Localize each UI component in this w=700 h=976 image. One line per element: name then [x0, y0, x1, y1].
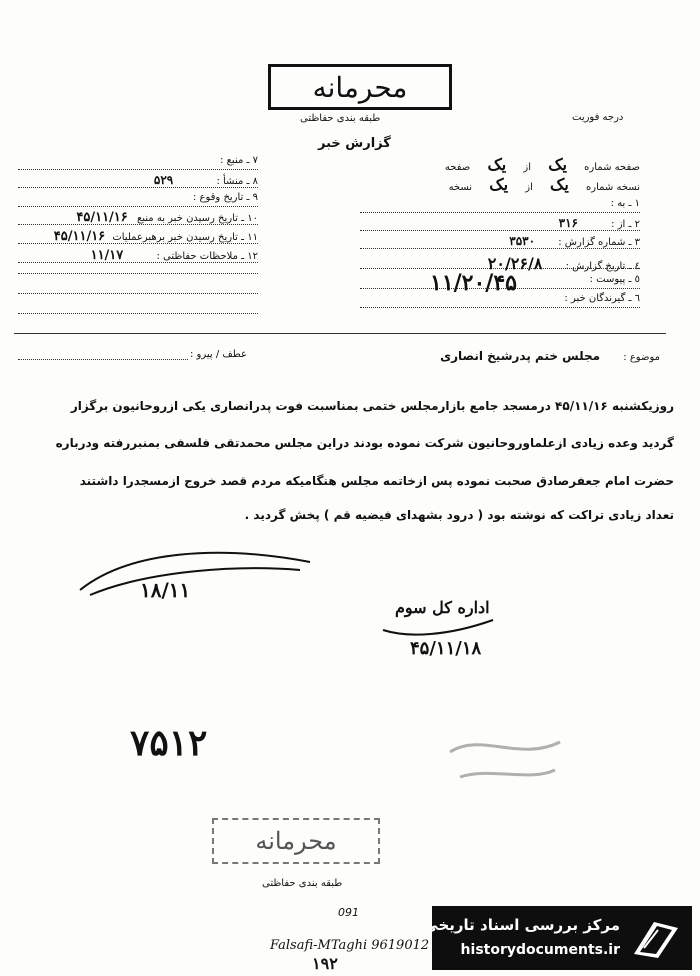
origin-row [18, 173, 258, 188]
field-label: ۱۱ ـ تاریخ رسیدن خبر برهبرعملیات [112, 232, 258, 243]
book-icon [630, 914, 682, 962]
to-row [360, 198, 640, 213]
note2-scribble [378, 610, 498, 640]
footer-classification-stamp [212, 818, 380, 864]
classification-label: طبقه بندی حفاظتی [300, 113, 381, 124]
field-label: ٤ ـ تاریخ گزارش : [565, 261, 640, 272]
field-value2: یک [489, 175, 509, 194]
logo-url: historydocuments.ir [460, 942, 620, 958]
body-line-4: تعداد زیادی تراکت که نوشته بود ( درود بشهدای فیضیه قم ) پخش گردید . [244, 508, 674, 522]
document-id: Falsafi-MTaghi 9619012 [270, 938, 430, 953]
operations-receipt-row [18, 229, 258, 244]
field-value: ۳۱۶ [558, 216, 578, 230]
field-label: ۷ ـ منبع : [220, 155, 258, 166]
field-label: ۱۰ ـ تاریخ رسیدن خبر به منبع [136, 213, 258, 224]
priority-label: درجه فوریت [572, 112, 624, 123]
page-number-row [360, 155, 640, 174]
reference-line [18, 358, 188, 360]
field-label: ٦ ـ گیرندگان خبر : [564, 293, 640, 304]
security-notes-row [18, 248, 258, 263]
logo-title: مرکز بررسی اسناد تاریخی [423, 916, 620, 934]
field-tail: نسخه [448, 182, 473, 193]
field-label: ٥ ـ پیوست : [589, 274, 640, 285]
page-number: 091 [338, 906, 359, 919]
field-value: ۲۰/۲۶/۸ [487, 254, 543, 273]
field-label: صفحه شماره [584, 162, 640, 173]
report-title: گزارش خبر [318, 136, 391, 151]
from-row [360, 216, 640, 231]
field-label: ۳ ـ شماره گزارش : [558, 237, 640, 248]
field-value: ۴۵/۱۱/۱۶ [53, 229, 106, 244]
handwritten-date: ۱۱/۲۰/۴۵ [430, 270, 517, 296]
field-mid: از [523, 162, 532, 173]
note1-date: ۱۸/۱۱ [140, 578, 191, 602]
blank-line [18, 312, 258, 314]
occurrence-date-row [18, 192, 258, 207]
field-label: نسخه شماره [586, 182, 640, 193]
separator-line [14, 333, 666, 334]
subject-value: مجلس ختم پدرشیخ انصاری [440, 349, 601, 363]
copy-number-row [360, 175, 640, 194]
field-value: ۳۵۳۰ [509, 234, 536, 248]
subject-label: موضوع : [623, 352, 660, 363]
field-value: یک [548, 155, 567, 174]
report-number-row [360, 234, 640, 249]
field-label: ۱ ـ به : [610, 198, 640, 209]
body-line-2: گردید وعده زیادی ازعلماوروحانیون شرکت نموده بودند دراین مجلس محمدتقی فلسفی بمنبررفته ودرباره [55, 436, 674, 450]
blank-line [18, 272, 258, 274]
footer-classification-label: طبقه بندی حفاظتی [262, 878, 343, 889]
blank-line [18, 292, 258, 294]
body-line-1: روزیکشنبه ۴۵/۱۱/۱۶ درمسجد جامع بازارمجلس ختمی بمناسبت فوت پدرانصاری یکی ازروحانیون برگزار [70, 399, 674, 413]
classification-stamp [268, 64, 452, 110]
field-value: ۵۲۹ [153, 173, 174, 187]
report-date-row [360, 254, 640, 273]
field-value: ۱۱/۱۷ [90, 248, 124, 263]
field-label: ۱۲ ـ ملاحظات حفاظتی : [156, 251, 258, 262]
stamp-title: محرمانه [312, 70, 408, 104]
handwritten-code: ۷۵۱۲ [130, 722, 208, 764]
field-mid: از [525, 182, 533, 193]
source-receipt-row [18, 210, 258, 225]
subject-row [360, 349, 660, 363]
source-row [18, 155, 258, 170]
field-label: ۲ ـ از : [611, 219, 640, 230]
reference-label: عطف / پیرو : [190, 349, 247, 360]
footer-stamp-title: محرمانه [255, 827, 337, 855]
note2-date: ۴۵/۱۱/۱۸ [410, 638, 482, 659]
field-value2: یک [487, 155, 507, 174]
field-label: ۹ ـ تاریخ وقوع : [192, 192, 258, 203]
signature-scribble [70, 540, 330, 610]
field-value: یک [550, 175, 569, 194]
note2-text: اداره کل سوم [395, 598, 490, 617]
archive-logo [423, 906, 692, 970]
field-value: ۴۵/۱۱/۱۶ [76, 210, 128, 225]
field-tail: صفحه [444, 162, 471, 173]
faint-stamp-mark [440, 722, 570, 792]
body-line-3: حضرت امام جعفرصادق صحبت نموده پس ازخاتمه مجلس هنگامیکه مردم قصد خروج ازمسجدرا داشتند [79, 474, 674, 488]
handwritten-number: ۱۹۲ [312, 954, 338, 973]
field-label: ۸ ـ منشأ : [216, 176, 258, 187]
